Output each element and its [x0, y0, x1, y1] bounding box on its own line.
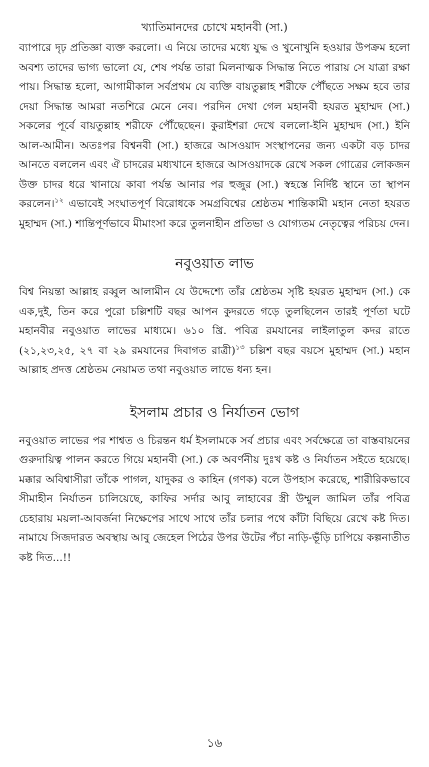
paragraph-text: বিশ্ব নিয়ন্তা আল্লাহ রব্বুল আলামীন যে উদ্দেশ্যে তাঁর শ্রেষ্ঠতম সৃষ্টি হযরত মুহাম্মদ (সা.) কে এক,দুই, তিন করে পুরো চল্লিশটি বছর আপন কুদরতে গড়ে তুলছিলেন তারই পূর্ণতা ঘটে মহানবীর নবুওয়াত লাভের মাধ্যমে। ৬১০ খ্রি. পবিত্র রমযানের লাইলাতুল কদর রাতে (২১,২৩,২৫, ২৭ বা ২৯ রমযানের দিবাগত রাত্রী) — [19, 286, 410, 357]
paragraph-hajre-aswad — [19, 39, 410, 234]
paragraph-text: নবুওয়াত লাভের পর শাশ্বত ও চিরন্তন ধর্ম ইসলামকে সর্ব প্রচার এবং সর্বক্ষেত্রে তা বাস্তবায়নের গুরুদায়িত্ব পালন করতে গিয়ে মহানবী (সা.) কে অবর্ণনীয় দুঃখ কষ্ট ও নির্যাতন সইতে হয়েছে। মক্কার অবিশ্বাসীরা তাঁকে পাগল, যাদুকর ও কাহিন (গণক) বলে উপহাস করেছে, শারীরিকভাবে সীমাহীন নির্যাতন চালিয়েছে, কাফির সর্দার আবু লাহাবের স্ত্রী উম্মুল জামিল তাঁর পবিত্র চেহারায় ময়লা-আবর্জনা নিক্ষেপের সাথে সাথে তাঁর চলার পথে কাঁটা বিছিয়ে রেখে কষ্ট দিত। নামাযে সিজদারত অবস্থায় আবু জেহেল পিঠের উপর উটের পঁচা নাড়ি-ভূঁড়ি চাপিয়ে কল্পনাতীত কষ্ট দিত...!! — [19, 434, 411, 564]
paragraph-text: চল্লিশ বছর বয়সে মুহাম্মদ (সা.) মহান আল্লাহ প্রদত্ত শ্রেষ্ঠতম নেয়ামত তথা নবুওয়াত লাভে ধন্য হন। — [19, 344, 411, 376]
section-heading-islam-prochar: ইসলাম প্রচার ও নির্যাতন ভোগ — [129, 404, 300, 421]
footnote-marker: ১৩ — [235, 342, 245, 351]
page-number: ১৬ — [206, 736, 223, 750]
paragraph-text: এভাবেই সংঘাতপূর্ণ বিরোধকে সমগ্রবিশ্বের শ্রেষ্ঠতম শান্তিকামী মহান নেতা হযরত মুহাম্মদ (সা.) শান্তিপূর্ণভাবে মীমাংসা করে তুলনাহীন প্রতিভা ও যোগ্যতম নেতৃত্বের পরিচয় দেন। — [19, 198, 410, 230]
section-heading-nabuwat: নবুওয়াত লাভ — [175, 256, 254, 272]
running-header: খ্যাতিমানদের চোখে মহানবী (সা.) — [141, 21, 288, 34]
paragraph-nabuwat — [19, 283, 410, 381]
footnote-marker: ১২ — [54, 196, 64, 205]
paragraph-islam-prochar — [19, 432, 410, 569]
paragraph-text: ব্যাপারে দৃঢ় প্রতিজ্ঞা ব্যক্ত করলো। এ নিয়ে তাদের মধ্যে যুদ্ধ ও খুনোখুনি হওয়ার উপক্রম হলো অবশ্য তাদের ভাগ্য ভালো যে, শেষ পর্যন্ত তারা মিলনাত্মক সিদ্ধান্ত নিতে পারায় সে যাত্রা রক্ষা পায়। সিদ্ধান্ত হলো, আগামীকাল সর্বপ্রথম যে ব্যক্তি বায়তুল্লাহ শরীফে পৌঁছতে সক্ষম হবে তার দেয়া সিদ্ধান্ত আমরা নতশিরে মেনে নেব। পরদিন দেখা গেল মহানবী হযরত মুহাম্মদ (সা.) সকলের পূর্বে বায়তুল্লাহ শরীফে পৌঁছেছেন। কুরাইশরা দেখে বললো-ইনি মুহাম্মদ (সা.) ইনি আল-আমীন। অতঃপর বিশ্বনবী (সা.) হাজরে আসওয়াদ সংস্থাপনের জন্য একটা বড় চাদর আনতে বললেন এবং ঐ চাদরের মধ্যখানে হাজরে আসওয়াদকে রেখে সকল গোত্রের লোকজন উক্ত চাদর ধরে খানায়ে কাবা পর্যন্ত আনার পর হুজুর (সা.) স্বহস্তে নির্দিষ্ট স্থানে তা স্থাপন করলেন। — [19, 42, 410, 210]
